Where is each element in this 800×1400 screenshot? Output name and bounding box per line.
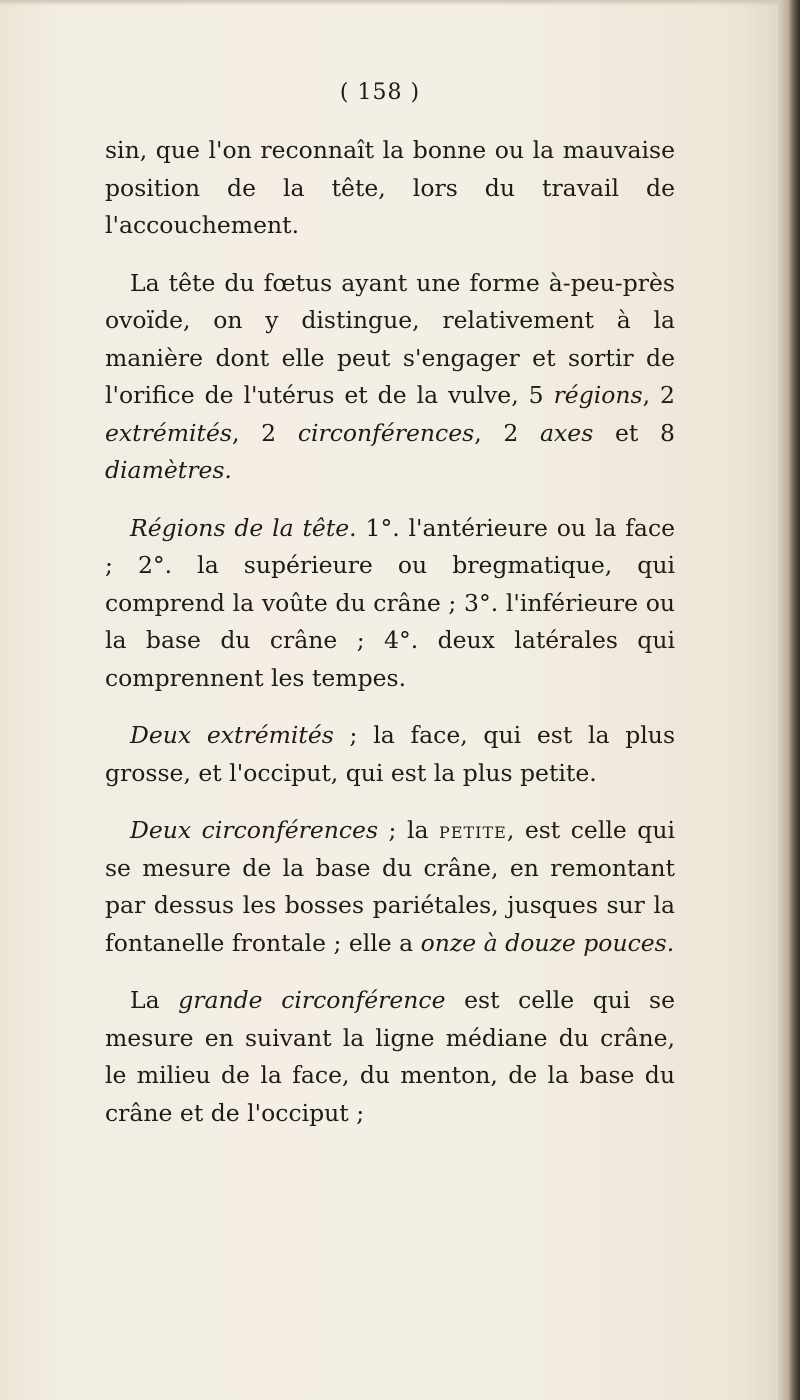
text-span: onze à douze pouces. (420, 928, 675, 957)
text-span: sin, que l'on reconnaît la bonne ou la mauvaise position de la tête, lors du travail de l'accouchement. (105, 136, 675, 239)
page-number: ( 158 ) (339, 80, 421, 105)
paragraph-5 (105, 812, 675, 962)
text-span: , 2 (642, 381, 675, 409)
paragraph-2 (105, 265, 675, 490)
text-span: ; la (378, 816, 440, 844)
text-span: axes (540, 418, 594, 447)
text-span: , 2 (474, 418, 541, 447)
text-span: grande circonférence (178, 986, 446, 1014)
paragraph-6 (105, 982, 675, 1132)
text-span: petite (439, 816, 507, 844)
text-span: est celle qui se mesure en suivant la ligne médiane du crâne, le milieu de la face, du menton, de la base du crâne et de l'occiput ; (105, 986, 675, 1127)
page-top-edge (0, 0, 800, 6)
text-span: 1°. l'antérieure ou la face ; 2°. la supérieure ou bregmatique, qui comprend la voûte du crâne ; 3°. l'inférieure ou la base du crâne ; 4°. deux latérales qui comprennent les tempes. (105, 513, 676, 692)
binding-gutter (778, 0, 800, 1400)
text-span: et 8 (593, 418, 675, 447)
text-span: La tête du fœtus ayant une forme à-peu-près ovoïde, on y distingue, relativement à la manière dont elle peut s'engager et sortir de l'orifice de l'utérus et de la vulve, 5 (105, 268, 675, 409)
text-span: diamètres. (105, 456, 232, 484)
body-text (105, 132, 675, 1152)
text-span: La (130, 986, 179, 1014)
text-span: Régions de la tête. (130, 513, 357, 542)
paragraph-1 (105, 132, 675, 245)
paragraph-3 (105, 510, 675, 698)
text-span: , est celle qui se mesure de la base du crâne, en remontant par dessus les bosses pariétales, jusques sur la fontanelle frontale ; elle a (105, 816, 675, 957)
text-span: Deux circonférences (130, 816, 379, 844)
text-span: circonférences (297, 418, 475, 447)
text-span: extrémités (105, 418, 232, 447)
text-span: , 2 (231, 418, 298, 447)
paragraph-4 (105, 717, 675, 792)
text-span: ; la face, qui est la plus grosse, et l'occiput, qui est la plus petite. (105, 721, 675, 787)
text-span: régions (553, 381, 643, 409)
text-span: Deux extrémités (130, 721, 334, 749)
